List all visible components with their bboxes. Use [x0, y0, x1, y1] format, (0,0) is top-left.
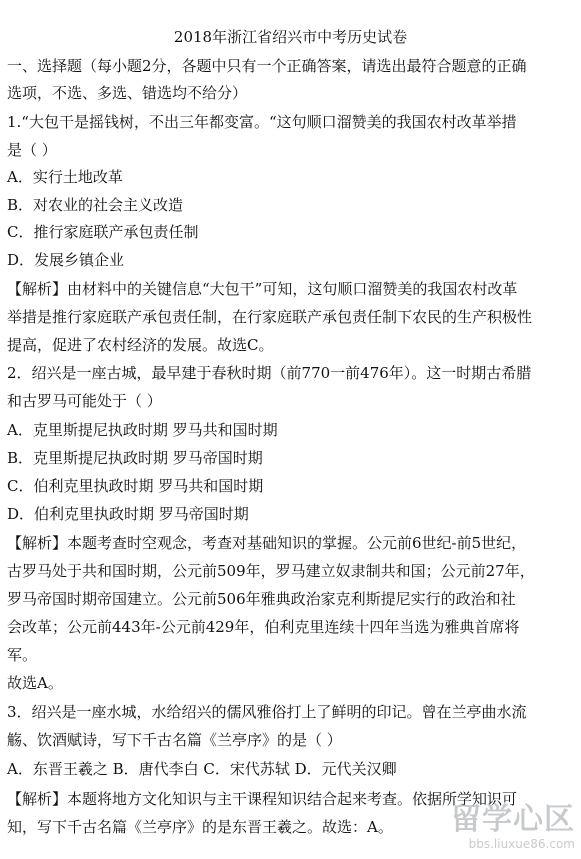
q2-analysis-line3: 罗马帝国时期帝国建立。公元前506年雅典政治家克利斯提尼实行的政治和社	[7, 590, 516, 608]
q2-stem-line2: 和古罗马可能处于（ ）	[7, 392, 162, 410]
q1-option-c: C．推行家庭联产承包责任制	[7, 223, 199, 241]
section-heading-line2: 选项，不选、多选、错选均不给分）	[7, 84, 248, 102]
q3-stem-line1: 3．绍兴是一座水城，水给绍兴的儒风雅俗打上了鲜明的印记。曾在兰亭曲水流	[7, 703, 527, 721]
q2-analysis-line2: 古罗马处于共和国时期，公元前509年，罗马建立奴隶制共和国；公元前27年，	[7, 562, 535, 580]
q3-options: A．东晋王羲之 B．唐代李白 C．宋代苏轼 D．元代关汉卿	[7, 760, 397, 778]
watermark	[425, 803, 575, 855]
page-title: 2018年浙江省绍兴市中考历史试卷	[173, 28, 408, 46]
q1-option-b: B．对农业的社会主义改造	[7, 196, 184, 214]
q1-analysis-line2: 举措是推行家庭联产承包责任制，在行家庭联产承包责任制下农民的生产积极性	[7, 308, 533, 326]
q1-option-d: D．发展乡镇企业	[7, 251, 125, 269]
q2-option-d: D．伯利克里执政时期 罗马帝国时期	[7, 505, 249, 523]
watermark-logo: 留学心区	[451, 802, 575, 837]
q2-analysis-line4: 会改革；公元前443年-公元前429年，伯利克里连续十四年当选为雅典首席将	[7, 618, 520, 636]
q1-option-a: A．实行土地改革	[7, 168, 123, 186]
q1-analysis-line1: 【解析】由材料中的关键信息“大包干”可知，这句顺口溜赞美的我国农村改革	[7, 280, 518, 298]
watermark-url: bbs.liuxue86.com	[468, 837, 575, 851]
q2-stem-line1: 2．绍兴是一座古城，最早建于春秋时期（前770一前476年）。这一时期古希腊	[7, 364, 532, 382]
q1-analysis-line3: 提高，促进了农村经济的发展。故选C。	[7, 336, 274, 354]
q1-stem-line2: 是（ ）	[7, 141, 57, 159]
section-heading-line1: 一、选择题（每小题2分，各题中只有一个正确答案，请选出最符合题意的正确	[7, 57, 527, 75]
q3-stem-line2: 觞、饮酒赋诗，写下千古名篇《兰亭序》的是（ ）	[7, 731, 342, 749]
q1-stem-line1: 1.“大包干是摇钱树，不出三年都变富。“这句顺口溜赞美的我国农村改革举措	[7, 113, 517, 131]
q2-option-b: B．克里斯提尼执政时期 罗马帝国时期	[7, 449, 263, 467]
q2-conclusion: 故选A。	[7, 674, 63, 692]
q2-analysis-line5: 军。	[7, 646, 38, 664]
q2-option-c: C．伯利克里执政时期 罗马共和国时期	[7, 477, 264, 495]
q2-option-a: A．克里斯提尼执政时期 罗马共和国时期	[7, 421, 278, 439]
q3-analysis-line1: 【解析】本题将地方文化知识与主干课程知识结合起来考查。依据所学知识可	[7, 790, 518, 808]
q2-analysis-line1: 【解析】本题考查时空观念，考查对基础知识的掌握。公元前6世纪-前5世纪，	[7, 534, 527, 552]
q3-analysis-line2: 知，写下千古名篇《兰亭序》的是东晋王羲之。故选：A。	[7, 818, 393, 836]
